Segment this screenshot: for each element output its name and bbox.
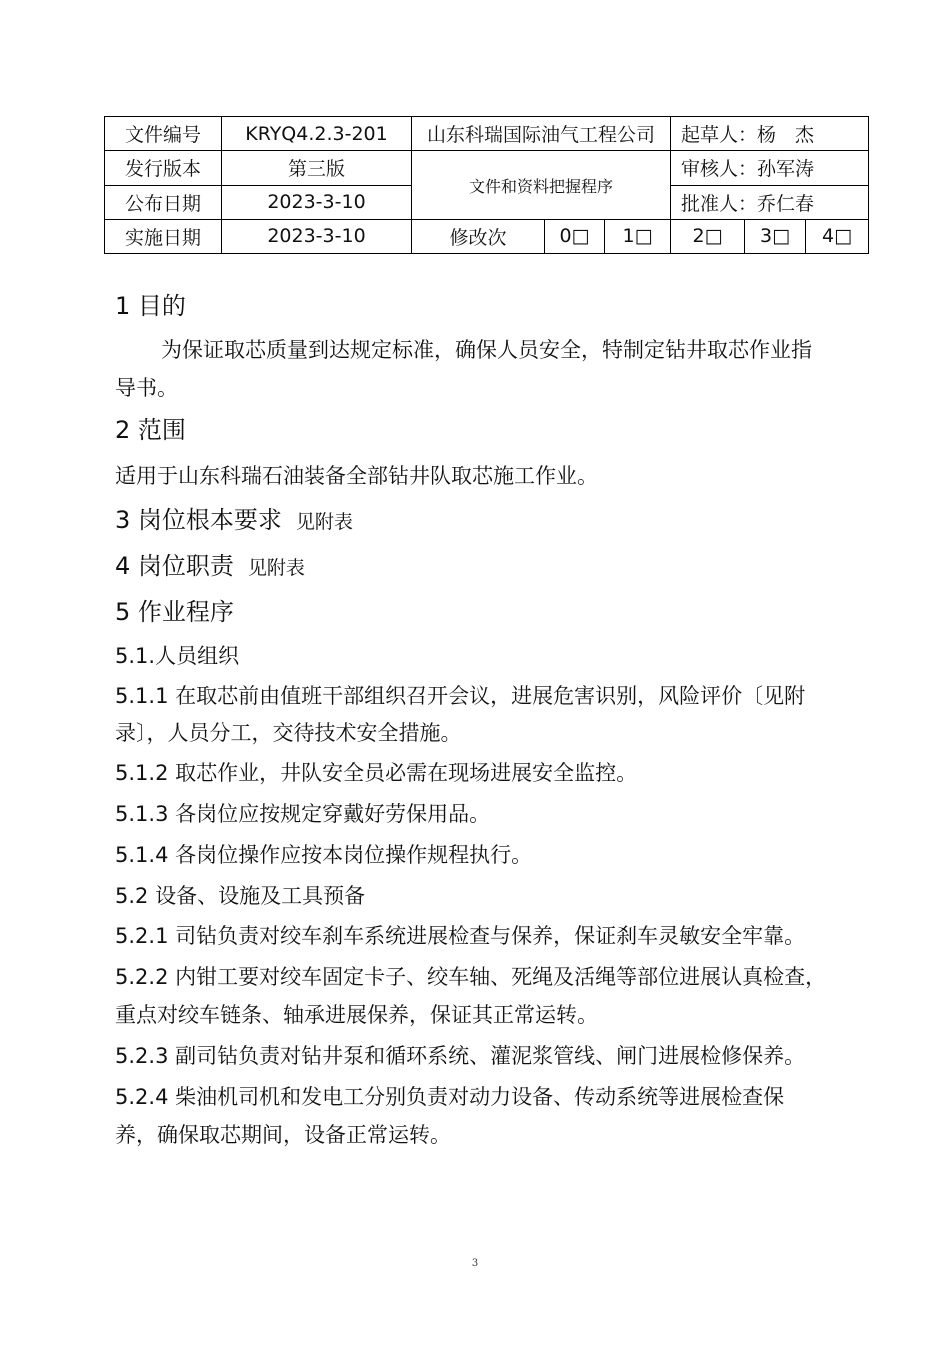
section-1-paragraph-line-1: 为保证取芯质量到达规定标准，确保人员安全，特制定钻井取芯作业指 [161, 338, 812, 362]
subsection-5-1-title: 5.1.人员组织 [115, 644, 240, 668]
section-3-note: 见附表 [295, 511, 353, 533]
item-5-2-4-line-2: 养，确保取芯期间，设备正常运转。 [115, 1123, 451, 1147]
section-3-heading: 3 岗位根本要求 [115, 506, 282, 534]
subsection-5-2-title: 5.2 设备、设施及工具预备 [115, 884, 366, 908]
item-5-2-2-line-1: 5.2.2 内钳工要对绞车固定卡子、绞车轴、死绳及活绳等部位进展认真检查， [115, 965, 827, 989]
section-3-title [115, 500, 353, 535]
impl-date-label: 实施日期 [105, 219, 222, 253]
section-2-paragraph: 适用于山东科瑞石油装备全部钻井队取芯施工作业。 [115, 464, 598, 488]
section-2-title: 2 范围 [115, 416, 186, 444]
revision-2: 2□ [671, 219, 745, 253]
document-title: 文件和资料把握程序 [412, 151, 671, 220]
document-header-table [104, 116, 869, 254]
edition-label: 发行版本 [105, 151, 222, 185]
file-no-value: KRYQ4.2.3-201 [222, 117, 412, 151]
section-1-paragraph-line-2: 导书。 [115, 376, 178, 400]
reviewer: 审核人：孙军涛 [671, 151, 869, 185]
impl-date-value: 2023-3-10 [222, 219, 412, 253]
section-5-title: 5 作业程序 [115, 598, 234, 626]
edition-value: 第三版 [222, 151, 412, 185]
item-5-1-3: 5.1.3 各岗位应按规定穿戴好劳保用品。 [115, 802, 491, 826]
publish-date-value: 2023-3-10 [222, 185, 412, 219]
revision-0: 0□ [545, 219, 605, 253]
item-5-1-2: 5.1.2 取芯作业，井队安全员必需在现场进展安全监控。 [115, 761, 638, 785]
revision-label: 修改次 [412, 219, 545, 253]
file-no-label: 文件编号 [105, 117, 222, 151]
approver: 批准人：乔仁春 [671, 185, 869, 219]
revision-1: 1□ [605, 219, 671, 253]
section-4-note: 见附表 [247, 557, 305, 579]
revision-4: 4□ [806, 219, 869, 253]
publish-date-label: 公布日期 [105, 185, 222, 219]
section-4-title [115, 546, 305, 581]
section-1-title: 1 目的 [115, 292, 186, 320]
item-5-1-1-line-2: 录〕，人员分工，交待技术安全措施。 [115, 721, 462, 745]
item-5-2-1: 5.2.1 司钻负责对绞车刹车系统进展检查与保养，保证刹车灵敏安全牢靠。 [115, 924, 806, 948]
item-5-2-4-line-1: 5.2.4 柴油机司机和发电工分别负责对动力设备、传动系统等进展检查保 [115, 1085, 785, 1109]
page-number: 3 [471, 1258, 479, 1269]
drafter: 起草人：杨 杰 [671, 117, 869, 151]
revision-3: 3□ [745, 219, 806, 253]
item-5-1-4: 5.1.4 各岗位操作应按本岗位操作规程执行。 [115, 843, 533, 867]
item-5-2-3: 5.2.3 副司钻负责对钻井泵和循环系统、灌泥浆管线、闸门进展检修保养。 [115, 1044, 806, 1068]
item-5-2-2-line-2: 重点对绞车链条、轴承进展保养，保证其正常运转。 [115, 1003, 598, 1027]
item-5-1-1-line-1: 5.1.1 在取芯前由值班干部组织召开会议，进展危害识别，风险评价〔见附 [115, 684, 806, 708]
company-name: 山东科瑞国际油气工程公司 [412, 117, 671, 151]
section-4-heading: 4 岗位职责 [115, 552, 234, 580]
